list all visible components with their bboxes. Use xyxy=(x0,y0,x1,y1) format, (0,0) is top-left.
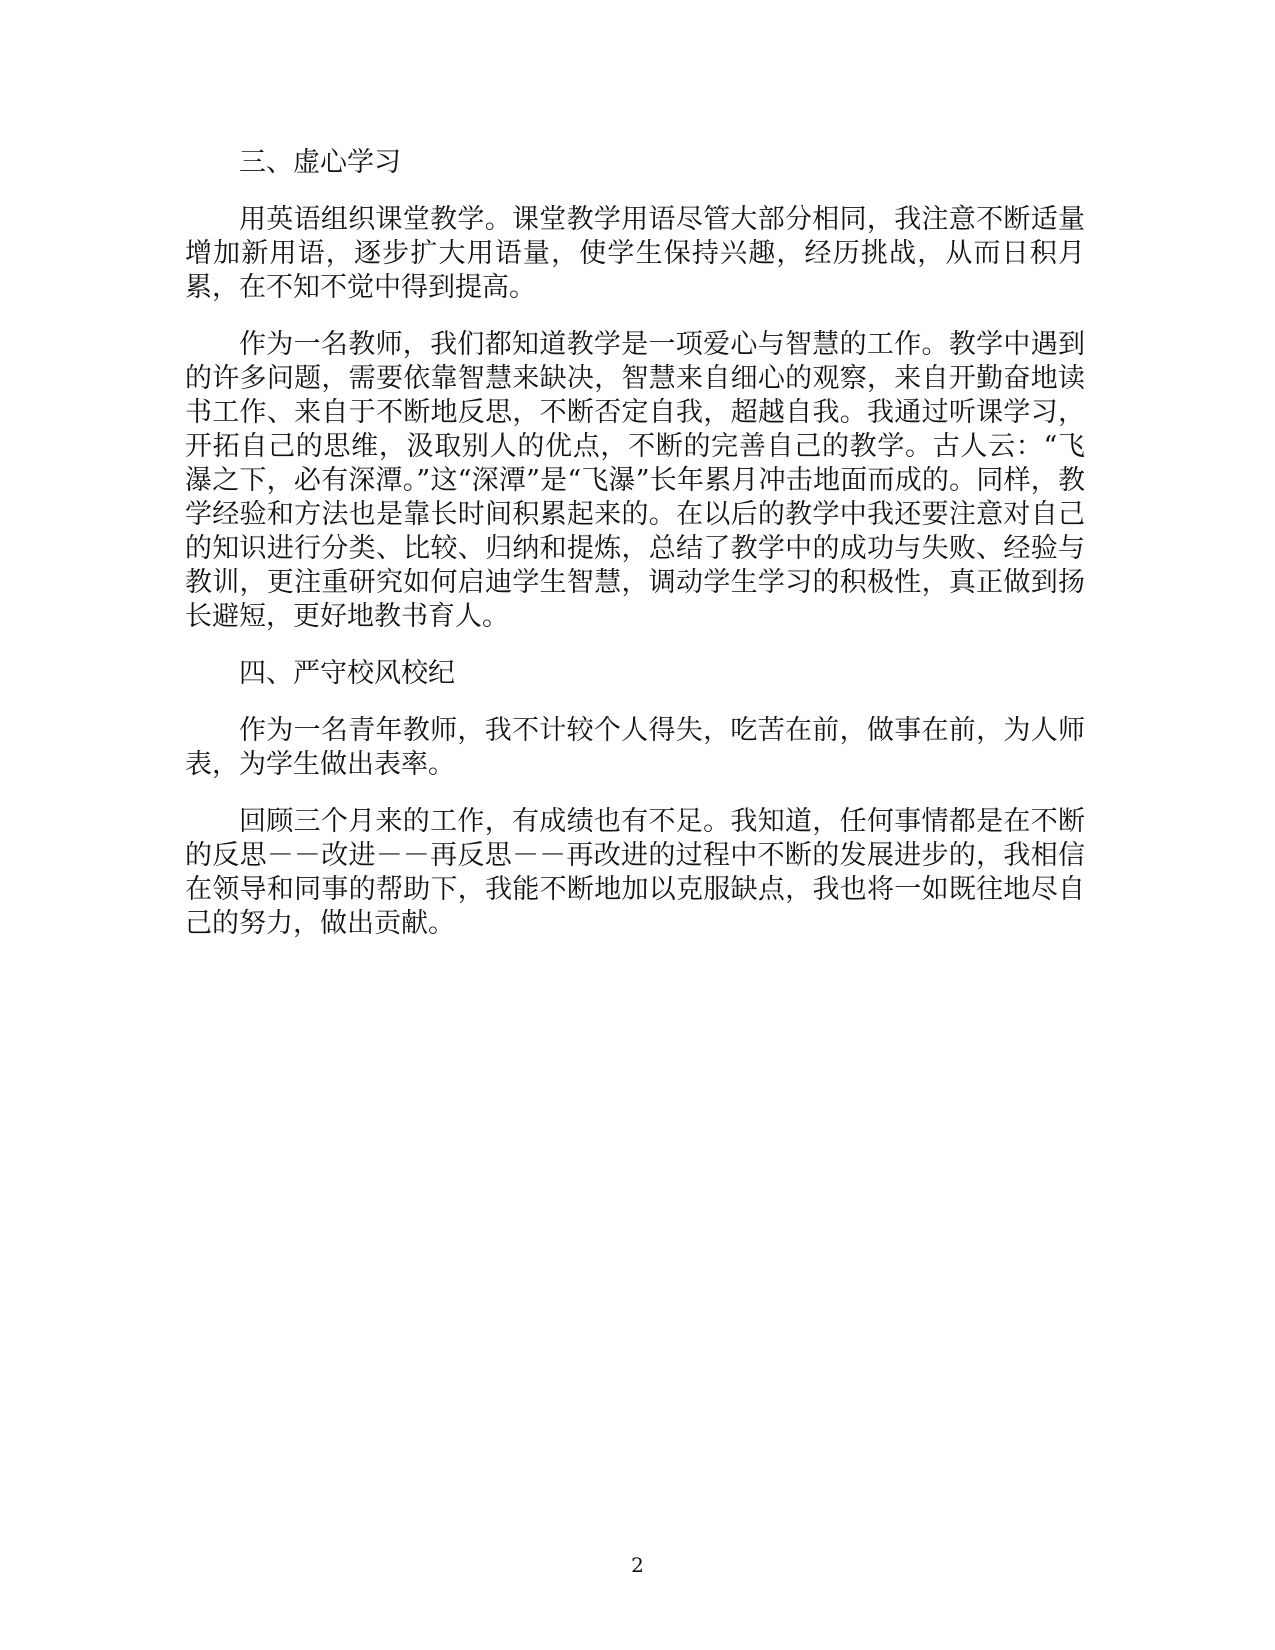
section-heading-discipline: 四、严守校风校纪 xyxy=(239,658,455,689)
paragraph-young-teacher: 作为一名青年教师，我不计较个人得失，吃苦在前，做事在前，为人师表，为学生做出表率。 xyxy=(185,715,1085,780)
page-number: 2 xyxy=(631,1553,644,1577)
paragraph-teacher-wisdom: 作为一名教师，我们都知道教学是一项爱心与智慧的工作。教学中遇到的许多问题，需要依靠智慧来缺决，智慧来自细心的观察，来自开勤奋地读书工作、来自于不断地反思，不断否定自我，超越自我。我通过听课学习，开拓自己的思维，汲取别人的优点，不断的完善自己的教学。古人云：“飞瀑之下，必有深潭。”这“深潭”是“飞瀑”长年累月冲击地面而成的。同样，教学经验和方法也是靠长时间积累起来的。在以后的教学中我还要注意对自己的知识进行分类、比较、归纳和提炼，总结了教学中的成功与失败、经验与教训，更注重研究如何启迪学生智慧，调动学生学习的积极性，真正做到扬长避短，更好地教书育人。 xyxy=(185,329,1085,632)
paragraph-review: 回顾三个月来的工作，有成绩也有不足。我知道，任何事情都是在不断的反思－－改进－－再反思－－再改进的过程中不断的发展进步的，我相信在领导和同事的帮助下，我能不断地加以克服缺点，我也将一如既往地尽自己的努力，做出贡献。 xyxy=(185,806,1085,939)
section-heading-learning: 三、虚心学习 xyxy=(239,147,401,178)
paragraph-classroom-english: 用英语组织课堂教学。课堂教学用语尽管大部分相同，我注意不断适量增加新用语，逐步扩大用语量，使学生保持兴趣，经历挑战，从而日积月累，在不知不觉中得到提高。 xyxy=(185,204,1085,303)
page-content xyxy=(185,146,1085,964)
